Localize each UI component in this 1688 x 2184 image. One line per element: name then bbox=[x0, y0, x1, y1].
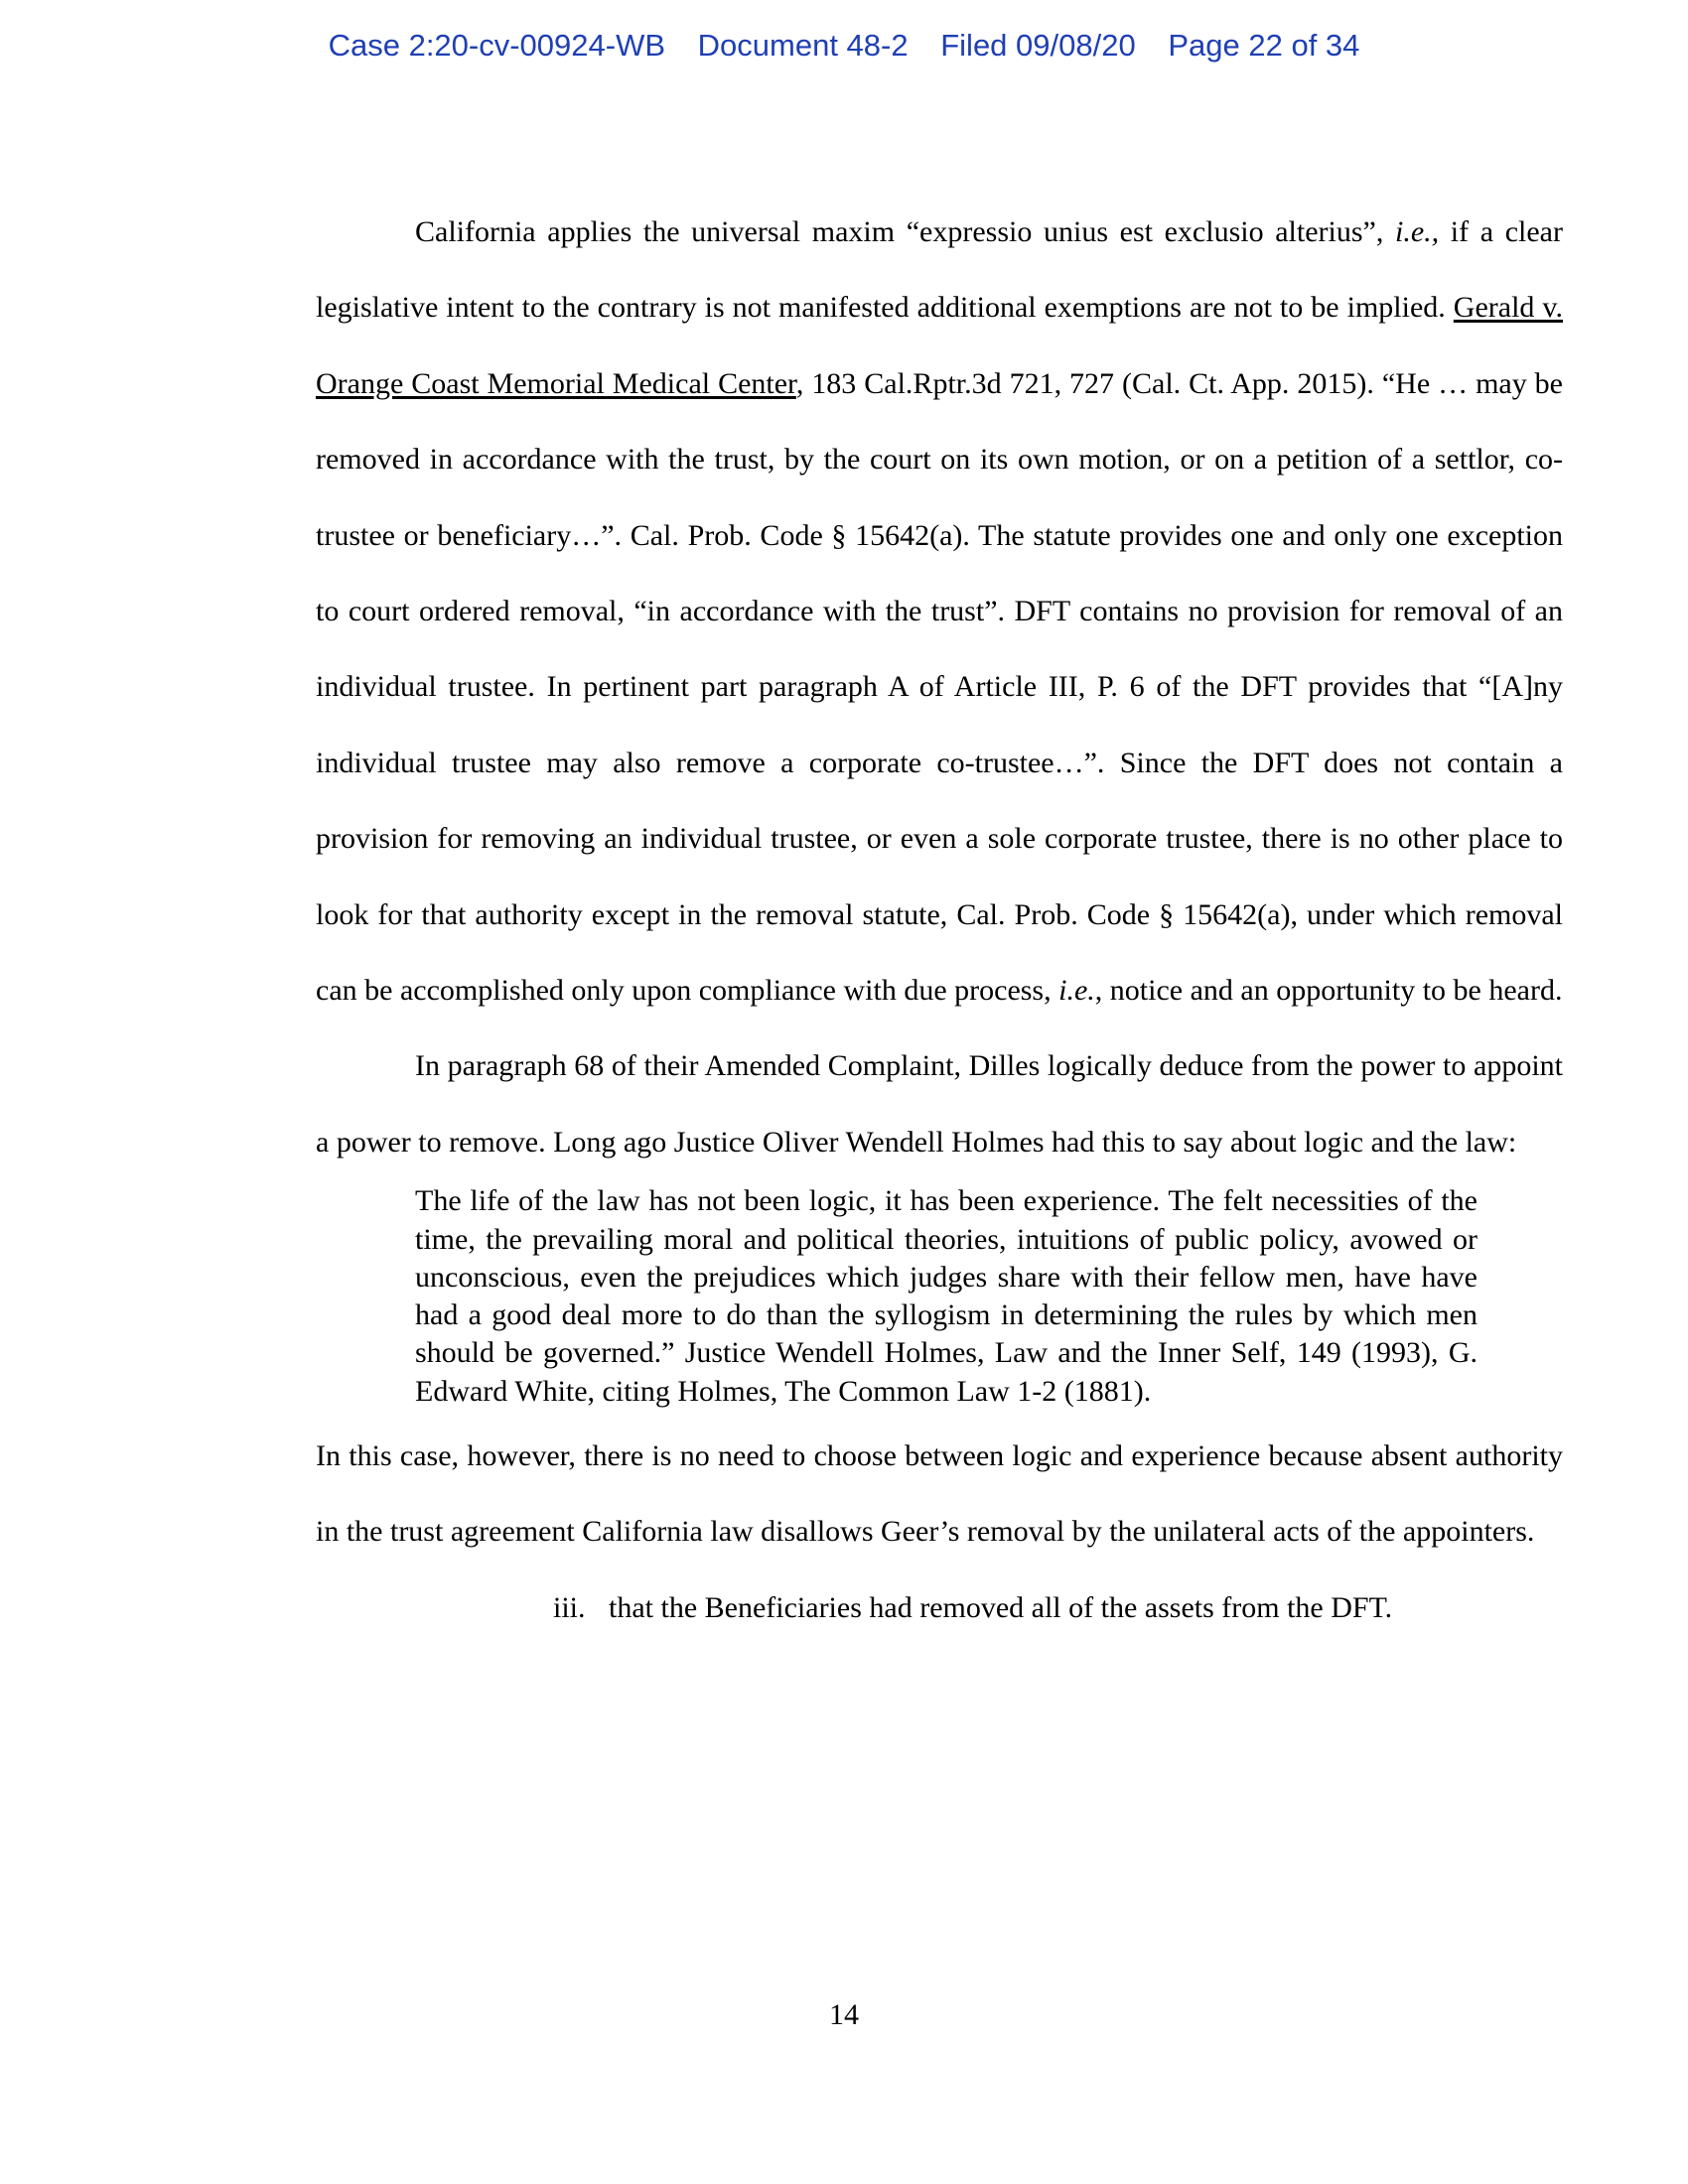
block-quote-holmes: The life of the law has not been logic, it has been experience. The felt necessities of the time, the prevailing moral and political theories, intuitions of public policy, avowed or unconscious, even the prejudices which judges share with their fellow men, have have had a good deal more to do than the syllogism in determining the rules by which men should be governed.” Justice Wendell Holmes, Law and the Inner Self, 149 (1993), G. Edward White, citing Holmes, The Common Law 1-2 (1881). bbox=[415, 1184, 1477, 1408]
para1-text-1: California applies the universal maxim “expressio unius est exclusio alterius”, bbox=[415, 215, 1395, 248]
para1-ie: i.e., bbox=[1395, 215, 1440, 248]
paragraph-holmes-intro: In paragraph 68 of their Amended Complaint, Dilles logically deduce from the power to appoint a power to remove. Long ago Justice Oliver Wendell Holmes had this to say about logic and the law: bbox=[316, 1049, 1563, 1159]
paragraph-california-maxim bbox=[316, 195, 1563, 1028]
para1-text-3: , 183 Cal.Rptr.3d 721, 727 (Cal. Ct. App. 2015). “He … may be removed in accordance with the trust, by the court on its own motion, or on a petition of a settlor, co-trustee or beneficiary…”. Cal. Prob. Code § 15642(a). The statute provides one and only one exception to court ordered removal, “in accordance with the trust”. DFT contains no provision for removal of an individual trustee. In pertinent part paragraph A of Article III, P. 6 of the DFT provides that “[A]ny individual trustee may also remove a corporate co-trustee…”. Since the DFT does not contain a provision for removing an individual trustee, or even a sole corporate trustee, there is no other place to look for that authority except in the removal statute, Cal. Prob. Code § 15642(a), under which removal can be accomplished only upon compliance with due process, bbox=[316, 366, 1563, 1008]
case-number: Case 2:20-cv-00924-WB bbox=[328, 28, 666, 63]
case-citation-gerald: Gerald v. Orange Coast Memorial Medical Center bbox=[316, 291, 1563, 400]
paragraph-conclusion: In this case, however, there is no need to choose between logic and experience because absent authority in the trust agreement California law disallows Geer’s removal by the unilateral acts of the appointers. bbox=[316, 1439, 1563, 1549]
page-indicator: Page 22 of 34 bbox=[1168, 28, 1360, 63]
filed-date: Filed 09/08/20 bbox=[940, 28, 1136, 63]
para1-text-2: if a clear legislative intent to the contrary is not manifested additional exemptions are not to be implied. bbox=[316, 215, 1563, 325]
list-item-text: that the Beneficiaries had removed all of the assets from the DFT. bbox=[609, 1590, 1393, 1624]
document-body bbox=[316, 195, 1563, 1646]
list-item-number: iii. bbox=[553, 1590, 586, 1624]
document-number: Document 48-2 bbox=[697, 28, 909, 63]
document-header bbox=[0, 28, 1688, 64]
page-number: 14 bbox=[829, 1998, 859, 2031]
para1-text-4: , notice and an opportunity to be heard. bbox=[1094, 974, 1563, 1008]
list-item-iii bbox=[553, 1570, 1563, 1646]
para1-ie-2: i.e. bbox=[1058, 974, 1095, 1008]
